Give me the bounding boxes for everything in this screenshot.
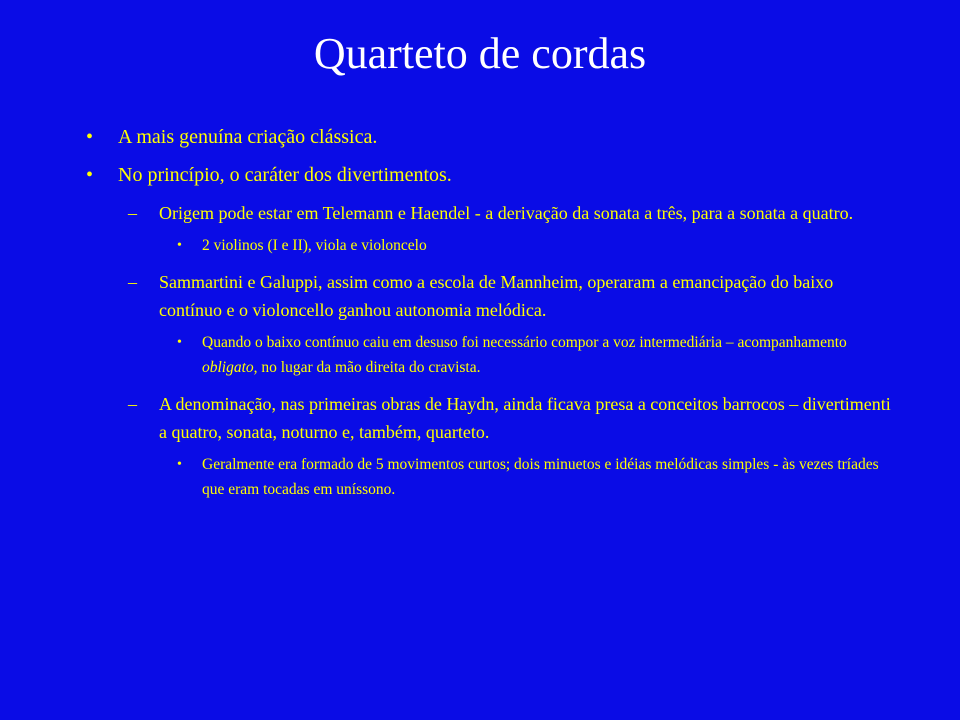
- detail-item: [0, 452, 960, 502]
- dash-marker: –: [128, 203, 137, 223]
- detail-item: [0, 233, 960, 258]
- bullet-text: A mais genuína criação clássica.: [118, 126, 378, 148]
- detail-text: 2 violinos (I e II), viola e violoncelo: [202, 237, 427, 254]
- sub-bullet-text: A denominação, nas primeiras obras de Haydn, ainda ficava presa a conceitos barrocos – divertimenti a quatro, sonata, noturno e, também, quarteto.: [159, 394, 891, 442]
- dash-marker: –: [128, 272, 137, 292]
- bullet-marker: •: [177, 238, 182, 253]
- detail-text: [202, 334, 847, 376]
- detail-item: [0, 330, 960, 380]
- bullet-marker: •: [86, 126, 94, 148]
- bullet-item: [0, 161, 960, 190]
- bullet-marker: •: [86, 164, 94, 186]
- dash-marker: –: [128, 394, 137, 414]
- detail-italic-term: obligato: [202, 359, 254, 376]
- detail-text: Geralmente era formado de 5 movimentos curtos; dois minuetos e idéias melódicas simples - às vezes tríades que eram tocadas em uníssono.: [202, 456, 879, 498]
- bullet-text: No princípio, o caráter dos divertimentos.: [118, 164, 452, 186]
- bullet-marker: •: [177, 335, 182, 350]
- slide-title: Quarteto de cordas: [313, 29, 647, 78]
- detail-text-part: , no lugar da mão direita do cravista.: [253, 359, 481, 376]
- sub-bullet-item: [0, 268, 960, 324]
- sub-bullet-text: Sammartini e Galuppi, assim como a escola de Mannheim, operaram a emancipação do baixo contínuo e o violoncello ganhou autonomia melódica.: [159, 272, 834, 320]
- slide-content: [0, 123, 960, 512]
- detail-text-part: Quando o baixo contínuo caiu em desuso foi necessário compor a voz intermediária – acompanhamento: [202, 334, 847, 351]
- sub-bullet-text: Origem pode estar em Telemann e Haendel - a derivação da sonata a três, para a sonata a quatro.: [159, 203, 854, 223]
- sub-bullet-item: [0, 199, 960, 227]
- bullet-item: [0, 123, 960, 152]
- sub-bullet-item: [0, 390, 960, 446]
- bullet-marker: •: [177, 457, 182, 472]
